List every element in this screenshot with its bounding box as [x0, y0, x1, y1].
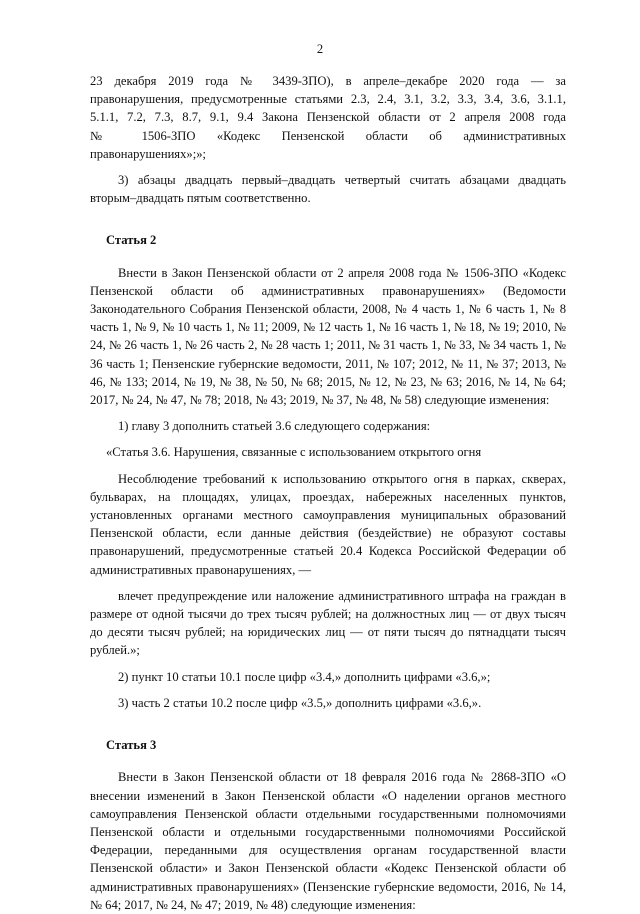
continuation-line: правонарушения, предусмотренные статьями 2.3, 2.4, 3.1, 3.2, 3.3, 3.4, 3.6, 3.1.1,	[90, 92, 566, 107]
article-3-6-text-1: Несоблюдение требований к использованию открытого огня в парках, скверах, бульварах, на площадях, улицах, проездах, набережных населенных пунктов, установленных органами местного самоуправления муниципальных образований Пензенской области, если данные действия (бездействие) не образуют составы правонарушений, предусмотренные статьей 20.4 Кодекса Российской Федерации об административных правонарушениях, —	[90, 471, 566, 577]
article-2-heading: Статья 2	[106, 233, 157, 248]
article-3-6-text-2: влечет предупреждение или наложение административного штрафа на граждан в размере от одной тысячи до трех тысяч рублей; на должностных лиц — от двух тысяч до десяти тысяч рублей; на юридических лиц — от пяти тысяч до пятнадцати тысяч рублей.»;	[90, 588, 566, 658]
article-3-6-title: «Статья 3.6. Нарушения, связанные с использованием открытого огня	[106, 445, 482, 460]
article-2-item-2: 2) пункт 10 статьи 10.1 после цифр «3.4,» дополнить цифрами «3.6,»;	[118, 669, 491, 684]
continuation-line: правонарушениях»;»;	[90, 146, 206, 161]
article-2-intro: Внести в Закон Пензенской области от 2 апреля 2008 года № 1506-ЗПО «Кодекс Пензенской области об административных правонарушениях» (Ведомости Законодательного Собрания Пензенской области, 2008, № 4 часть 1, № 6 часть 1, № 8 часть 1, № 9, № 10 часть 1, № 11; 2009, № 12 часть 1, № 16 часть 1, № 18, № 19; 2010, № 24, № 26 часть 1, № 26 часть 2, № 28 часть 1; 2011, № 31 часть 1, № 33, № 34 часть 1, № 36 часть 1; Пензенские губернские ведомости, 2011, № 107; 2012, № 11, № 37; 2013, № 46, № 133; 2014, № 19, № 38, № 50, № 68; 2015, № 12, № 23, № 63; 2016, № 14, № 64; 2017, № 24, № 47, № 78; 2018, № 43; 2019, № 37, № 48, № 58) следующие изменения:	[90, 265, 566, 408]
article-3-intro: Внести в Закон Пензенской области от 18 февраля 2016 года № 2868-ЗПО «О внесении изменений в Закон Пензенской области «О наделении органов местного самоуправления Пензенской области отдельными государственными полномочиями Пензенской области и отдельными государственными полномочиями Российской Федерации, переданными для осуществления органам государственной власти Пензенской области» и Закон Пензенской области «Кодекс Пензенской области об административных правонарушениях» (Пензенские губернские ведомости, 2016, № 14, № 64; 2017, № 24, № 47; 2019, № 48) следующие изменения:	[90, 770, 566, 912]
continuation-line: 5.1.1, 7.2, 7.3, 8.7, 9.1, 9.4 Закона Пензенской области от 2 апреля 2008 года	[90, 110, 566, 125]
continuation-line: 23 декабря 2019 года № 3439-ЗПО), в апреле–декабре 2020 года — за	[90, 74, 566, 88]
article-3-heading: Статья 3	[106, 738, 157, 753]
page-number: 2	[316, 42, 324, 56]
article-2-item-1: 1) главу 3 дополнить статьей 3.6 следующего содержания:	[118, 419, 431, 434]
continuation-line: № 1506-ЗПО «Кодекс Пензенской области об административных	[90, 128, 566, 143]
item-3-paragraph: 3) абзацы двадцать первый–двадцать четвертый считать абзацами двадцать вторым–двадцать пятым соответственно.	[90, 173, 566, 206]
article-2-item-3: 3) часть 2 статьи 10.2 после цифр «3.5,» дополнить цифрами «3.6,».	[118, 695, 482, 710]
document-body	[90, 72, 566, 914]
